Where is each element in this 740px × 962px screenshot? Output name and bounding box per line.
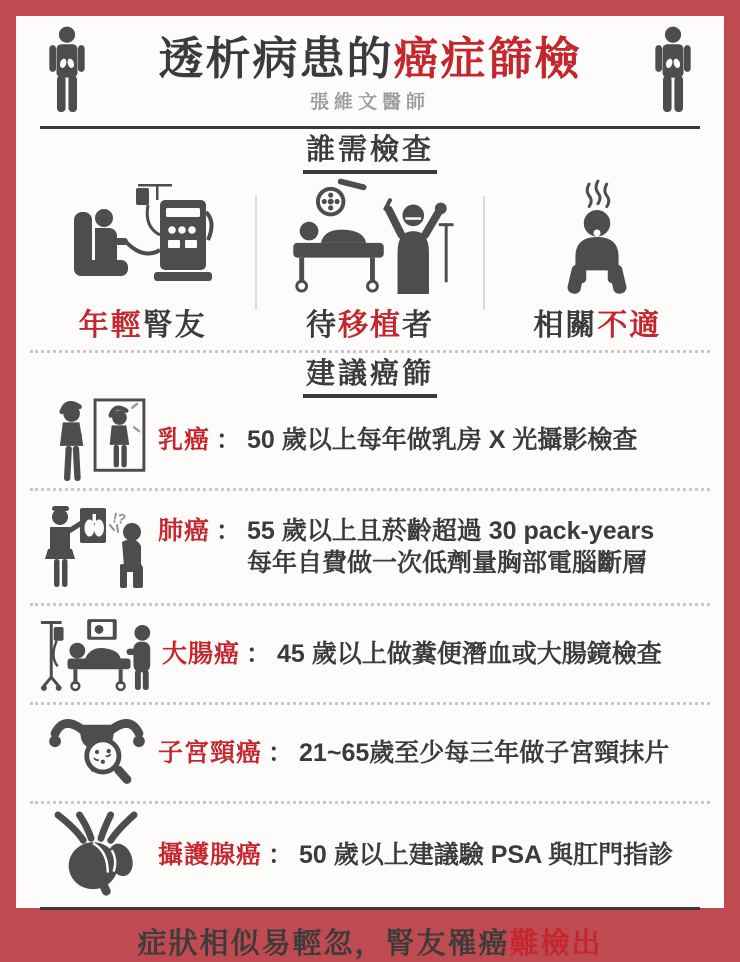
screening-description: 50 歲以上建議驗 PSA 與肛門指診 [299,840,674,869]
breast-self-exam-icon [36,398,158,482]
screening-text-prostate: 攝護腺癌 ： 50 歲以上建議驗 PSA 與肛門指診 [158,839,716,872]
screening-section-heading [16,360,724,398]
cancer-label: 大腸癌 [162,639,241,668]
who-label-young-dialysis: 年輕腎友 [78,309,207,342]
screening-text-cervical: 子宮頸癌 ： 21~65歲至少每三年做子宮頸抹片 [158,737,716,770]
discomfort-icon [546,178,648,294]
title-red: 癌症篩檢 [393,33,582,84]
screening-text-colorectal: 大腸癌 ： 45 歲以上做糞便潛血或大腸鏡檢查 [162,638,716,671]
cancer-label: 攝護腺癌 [158,840,263,869]
screening-description: 55 歲以上且菸齡超過 30 pack-years 每年自費做一次低劑量胸部電腦斷層 [247,516,655,577]
screening-description: 50 歲以上每年做乳房 X 光攝影檢查 [247,425,638,454]
screening-row-cervical [16,711,724,795]
svg-text:!?: !? [111,509,128,528]
row-dotted-divider [30,801,710,804]
who-col-discomfort [485,178,710,344]
screening-description: 21~65歲至少每三年做子宮頸抹片 [299,738,670,767]
who-col-young-dialysis [30,178,255,344]
who-columns [16,178,724,344]
section-dotted-divider [30,350,710,353]
who-label-transplant: 待移植者 [305,309,434,342]
header [16,16,724,119]
row-dotted-divider [30,702,710,705]
author-subtitle: 張維文醫師 [309,91,430,113]
header-divider [40,126,700,129]
who-section-heading [16,136,724,174]
who-heading-text: 誰需檢查 [303,136,437,174]
title-black: 透析病患的 [158,33,394,84]
screening-row-breast [16,398,724,482]
cancer-label: 乳癌 [158,425,211,454]
row-dotted-divider [30,488,710,491]
who-label-discomfort: 相關不適 [533,309,662,342]
who-col-transplant [257,178,482,344]
person-kidney-icon [46,26,88,119]
screening-heading-text: 建議癌篩 [303,360,437,398]
transplant-surgery-icon [287,178,453,294]
cancer-label: 子宮頸癌 [158,738,263,767]
dialysis-chair-icon [68,178,218,294]
colonoscopy-icon [36,617,162,692]
screening-text-breast: 乳癌 ： 50 歲以上每年做乳房 X 光攝影檢查 [158,424,716,457]
cervical-exam-icon [36,713,158,793]
screening-row-colorectal [16,612,724,696]
footer-warning: 症狀相似易輕忽，腎友罹癌難檢出 [137,928,603,960]
page-title [88,34,652,84]
lung-xray-icon [36,504,158,590]
person-kidney-icon [652,26,694,119]
header-center [88,26,652,114]
row-dotted-divider [30,603,710,606]
cancer-label: 肺癌 [158,516,211,545]
screening-row-prostate [16,810,724,900]
footer-divider [40,907,700,910]
prostate-icon [36,813,158,897]
screening-description: 45 歲以上做糞便潛血或大腸鏡檢查 [277,639,662,668]
screening-text-lung: 肺癌 ： 55 歲以上且菸齡超過 30 pack-years 每年自費做一次低劑量胸部電腦斷層 [158,515,716,580]
poster-panel [16,16,724,960]
screening-row-lung [16,497,724,597]
